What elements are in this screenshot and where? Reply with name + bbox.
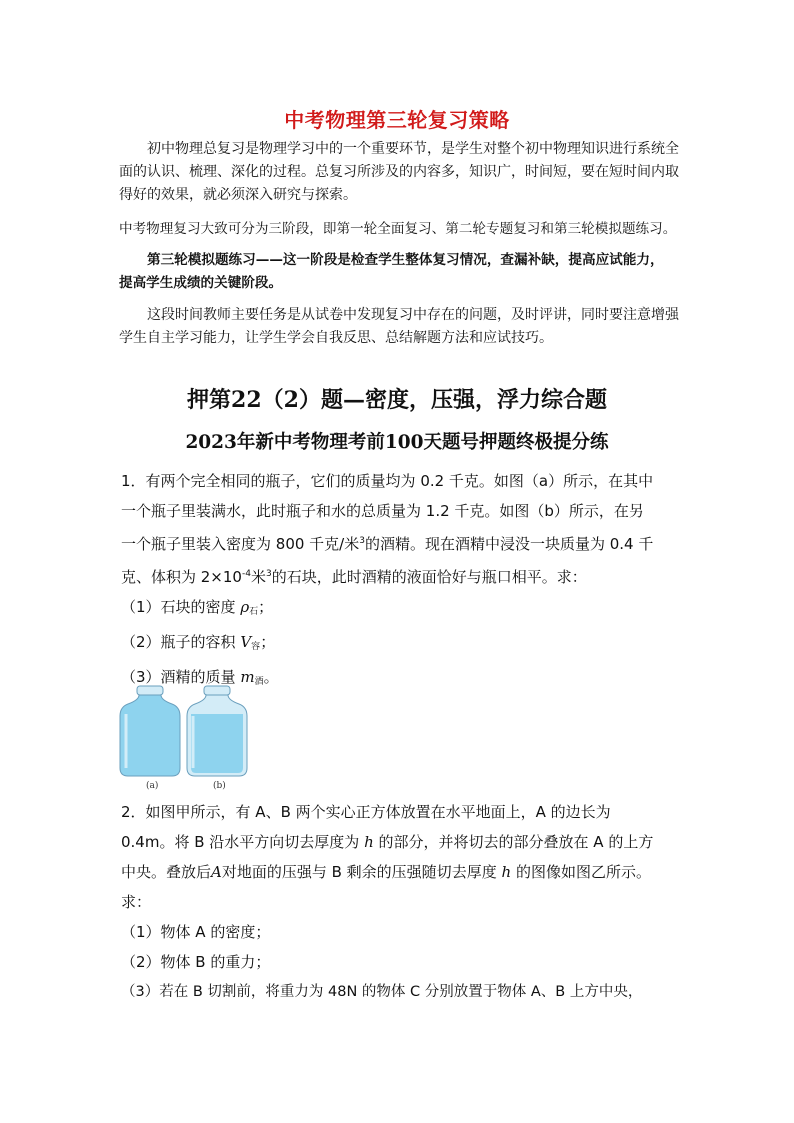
- q2-line-3: 中央。叠放后A对地面的压强与 B 剩余的压强随切去厚度 h 的图像如图乙所示。: [121, 863, 651, 881]
- question-2: [121, 797, 686, 1007]
- q2-subquestion-2: （2）物体 B 的重力；: [121, 953, 271, 971]
- question-1: [121, 466, 686, 697]
- intro-p1-line-3: 得好的效果，就必须深入研究与探索。: [119, 187, 357, 203]
- section-subheading: 2023年新中考物理考前100天题号押题终极提分练: [185, 432, 609, 453]
- intro-p3-line-1: 第三轮模拟题练习——这一阶段是检查学生整体复习情况，查漏补缺，提高应试能力，: [147, 252, 664, 268]
- q1-subquestion-3: （3）酒精的质量 $m_酒$。: [121, 668, 279, 687]
- q2-subquestion-1: （1）物体 A 的密度；: [121, 923, 271, 941]
- intro-p4-line-1: 这段时间教师主要任务是从试卷中发现复习中存在的问题，及时评讲，同时要注意增强: [147, 307, 679, 323]
- bottle-b-illustration: [187, 686, 247, 776]
- bottles-figure: [118, 684, 258, 794]
- intro-p3-line-2: 提高学生成绩的关键阶段。: [119, 275, 283, 291]
- q2-line-4: 求：: [121, 893, 152, 911]
- q1-line-3: 一个瓶子里装入密度为 800 千克/米$^3$的酒精。现在酒精中浸没一块质量为 0.4 千: [121, 535, 654, 553]
- intro-paragraph-4: [119, 304, 681, 350]
- intro-paragraph-2: 中考物理复习大致可分为三阶段，即第一轮全面复习、第二轮专题复习和第三轮模拟题练习。: [119, 221, 677, 237]
- intro-p4-line-2: 学生自主学习能力，让学生学会自我反思、总结解题方法和应试技巧。: [119, 330, 553, 346]
- q2-subquestion-3: （3）若在 B 切割前，将重力为 48N 的物体 C 分别放置于物体 A、B 上方中央，: [121, 984, 643, 1000]
- q1-line-1: 1．有两个完全相同的瓶子，它们的质量均为 0.2 千克。如图（a）所示，在其中: [121, 472, 654, 490]
- q1-line-2: 一个瓶子里装满水，此时瓶子和水的总质量为 1.2 千克。如图（b）所示，在另: [121, 502, 644, 520]
- q2-line-1: 2．如图甲所示，有 A、B 两个实心正方体放置在水平地面上，A 的边长为: [121, 803, 611, 821]
- q1-line-4: 克、体积为 $2\times 10^{-4}$米$^3$的石块，此时酒精的液面恰好与瓶口相平。求：: [121, 568, 587, 586]
- intro-paragraph-1: [119, 138, 681, 207]
- intro-p1-line-2: 面的认识、梳理、深化的过程。总复习所涉及的内容多，知识广，时间短，要在短时间内取: [119, 164, 679, 180]
- section-heading: 押第22（2）题—密度，压强，浮力综合题: [187, 387, 607, 413]
- q1-subquestion-2: （2）瓶子的容积 $V_容$；: [121, 633, 276, 652]
- caption-b: (b): [213, 781, 226, 791]
- intro-paragraph-3: [119, 249, 681, 295]
- q1-subquestion-1: （1）石块的密度 $\rho_石$；: [121, 598, 274, 617]
- caption-a: (a): [146, 781, 159, 791]
- page-title: 中考物理第三轮复习策略: [284, 108, 510, 132]
- bottle-a-illustration: [120, 686, 180, 776]
- intro-p1-line-1: 初中物理总复习是物理学习中的一个重要环节，是学生对整个初中物理知识进行系统全: [147, 141, 679, 157]
- q2-line-2: 0.4m。将 B 沿水平方向切去厚度为 h 的部分，并将切去的部分叠放在 A 的上方: [121, 833, 654, 851]
